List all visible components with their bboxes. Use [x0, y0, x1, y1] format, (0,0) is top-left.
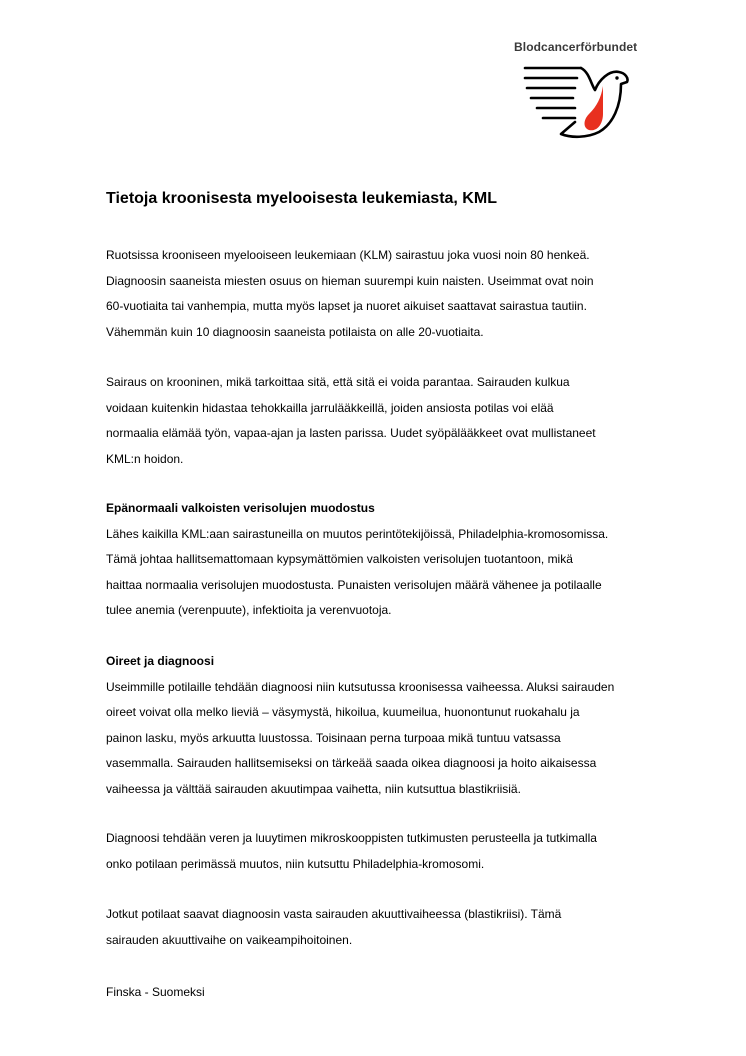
- text-line: Tämä johtaa hallitsemattomaan kypsymättömien valkoisten verisolujen tuotantoon, mikä: [106, 552, 573, 566]
- text-line: 60-vuotiaita tai vanhempia, mutta myös lapset ja nuoret aikuiset saattavat sairastua tautiin.: [106, 299, 587, 313]
- section-heading: Epänormaali valkoisten verisolujen muodostus: [106, 501, 375, 515]
- language-label: Finska - Suomeksi: [106, 985, 205, 999]
- diagnosis-paragraph: [106, 826, 666, 877]
- text-line: Ruotsissa krooniseen myelooiseen leukemiaan (KLM) sairastuu joka vuosi noin 80 henkeä.: [106, 248, 590, 262]
- text-line: vaiheessa ja välttää sairauden akuutimpaa vaihetta, niin kutsuttua blastikriisiä.: [106, 781, 521, 796]
- text-line: Lähes kaikilla KML:aan sairastuneilla on muutos perintötekijöissä, Philadelphia-kromosomissa.: [106, 526, 609, 541]
- document-title: Tietoja kroonisesta myelooisesta leukemiasta, KML: [106, 190, 497, 207]
- text-line: Sairaus on krooninen, mikä tarkoittaa sitä, että sitä ei voida parantaa. Sairauden kulkua: [106, 375, 570, 389]
- intro-paragraph: [106, 243, 666, 345]
- section-heading: Oireet ja diagnoosi: [106, 654, 215, 668]
- section-abnormal-white-cells: [106, 496, 666, 624]
- text-line: sairauden akuuttivaihe on vaikeampihoitoinen.: [106, 932, 353, 947]
- text-line: voidaan kuitenkin hidastaa tehokkailla jarrulääkkeillä, joiden ansiosta potilas voi elää: [106, 400, 554, 415]
- text-line: normaalia elämää työn, vapaa-ajan ja lasten parissa. Uudet syöpälääkkeet ovat mullistaneet: [106, 426, 596, 440]
- text-line: oireet voivat olla melko lieviä – väsymystä, hikoilua, kuumeilua, huonontunut ruokahalu ja: [106, 705, 580, 719]
- text-line: Diagnoosin saaneista miesten osuus on hieman suurempi kuin naisten. Useimmat ovat noin: [106, 273, 594, 288]
- section-symptoms-diagnosis: [106, 649, 666, 802]
- footer-language: [106, 980, 666, 1006]
- text-line: tulee anemia (verenpuute), infektioita ja verenvuotoja.: [106, 603, 392, 617]
- organization-name: Blodcancerförbundet: [514, 40, 638, 54]
- text-line: painon lasku, myös arkuutta luustossa. Toisinaan perna turpoaa mikä tuntuu vatsassa: [106, 730, 561, 745]
- chronic-paragraph: [106, 370, 666, 472]
- text-line: Vähemmän kuin 10 diagnoosin saaneista potilaista on alle 20-vuotiaita.: [106, 324, 484, 339]
- acute-paragraph: [106, 902, 666, 953]
- text-line: Useimmille potilaille tehdään diagnoosi niin kutsutussa kroonisessa vaiheessa. Aluksi sairauden: [106, 679, 615, 694]
- text-line: Jotkut potilaat saavat diagnoosin vasta sairauden akuuttivaiheessa (blastikriisi). Tämä: [106, 907, 562, 921]
- text-line: vasemmalla. Sairauden hallitsemiseksi on tärkeää saada oikea diagnoosi ja hoito aikaisessa: [106, 756, 597, 770]
- dove-with-red-drop-icon: [523, 62, 631, 140]
- text-line: KML:n hoidon.: [106, 451, 184, 466]
- text-line: haittaa normaalia verisolujen muodostusta. Punaisten verisolujen määrä vähenee ja potilaalle: [106, 577, 602, 592]
- text-line: Diagnoosi tehdään veren ja luuytimen mikroskooppisten tutkimusten perusteella ja tutkimalla: [106, 831, 597, 845]
- text-line: onko potilaan perimässä muutos, niin kutsuttu Philadelphia-kromosomi.: [106, 856, 485, 871]
